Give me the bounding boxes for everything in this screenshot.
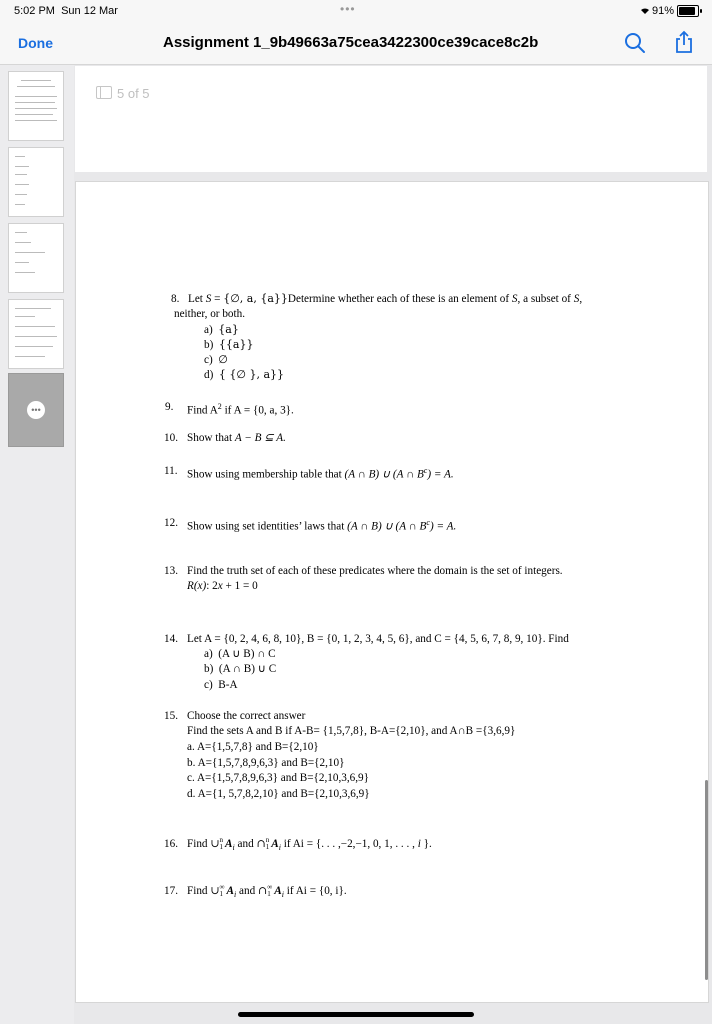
question-15-number: 15. <box>164 710 178 722</box>
status-time: 5:02 PM Sun 12 Mar <box>14 5 118 17</box>
question-14-option-a: a) (A ∪ B) ∩ C <box>204 648 276 660</box>
page-indicator: 5 of 5 <box>96 86 150 101</box>
question-9-text: Find $A^2$ if A = {0, a, 3}. <box>187 402 294 417</box>
home-indicator[interactable] <box>238 1012 474 1017</box>
question-13-text: Find the truth set of each of these predicates where the domain is the set of integers. <box>187 565 563 577</box>
page-icon <box>96 86 112 99</box>
search-icon[interactable] <box>624 32 646 54</box>
question-12-number: 12. <box>164 517 178 529</box>
wifi-icon <box>639 5 651 18</box>
question-14-option-b: b) (A ∩ B) ∪ C <box>204 663 277 675</box>
question-16-number: 16. <box>164 838 178 850</box>
question-10-text: Show that A − B ⊆ A. <box>187 432 286 444</box>
question-14-text: Let A = {0, 2, 4, 6, 8, 10}, B = {0, 1, 2, 3, 4, 5, 6}, and C = {4, 5, 6, 7, 8, 9, 10}. Find <box>187 633 569 645</box>
share-icon[interactable] <box>674 30 694 54</box>
question-9-number: 9. <box>165 401 174 413</box>
question-15-option-b: b. A={1,5,7,8,9,6,3} and B={2,10} <box>187 757 345 769</box>
question-15-option-c: c. A={1,5,7,8,9,6,3} and B={2,10,3,6,9} <box>187 772 370 784</box>
battery-icon <box>677 5 699 17</box>
done-button[interactable]: Done <box>18 35 53 51</box>
question-11-number: 11. <box>164 465 178 477</box>
navigation-bar <box>0 22 712 65</box>
question-15-option-d: d. A={1, 5,7,8,2,10} and B={2,10,3,6,9} <box>187 788 370 800</box>
question-15-prompt: Find the sets A and B if A-B= {1,5,7,8}, B-A={2,10}, and A∩B ={3,6,9} <box>187 725 516 737</box>
question-15-text: Choose the correct answer <box>187 710 306 722</box>
multitasking-dots[interactable]: ••• <box>340 2 356 16</box>
question-8-option-c: c) ∅ <box>204 353 228 366</box>
question-13-number: 13. <box>164 565 178 577</box>
status-bar <box>0 0 712 22</box>
battery-percent: 91% <box>652 5 675 17</box>
question-11-text: Show using membership table that (A ∩ B) ∪ (A ∩ $B^c) = A$. <box>187 466 454 481</box>
page-thumbnail-5-selected[interactable] <box>8 373 64 447</box>
question-8-option-b: b) {{a}} <box>204 338 254 351</box>
question-17-number: 17. <box>164 885 178 897</box>
question-15-option-a: a. A={1,5,7,8} and B={2,10} <box>187 741 319 753</box>
page-thumbnail-2[interactable] <box>8 147 64 217</box>
thumbnail-more-button[interactable]: ••• <box>27 401 45 419</box>
question-16-text: Find ∪ n 1 $A_i$ and ∩ n 1 $A_i$ if Ai = {. . . ,−2,−1, 0, 1, . . . , i }. <box>187 836 432 853</box>
page-thumbnail-4[interactable] <box>8 299 64 369</box>
battery-level <box>679 7 695 15</box>
question-14-number: 14. <box>164 633 178 645</box>
question-8-number: 8. <box>171 293 180 305</box>
scroll-indicator[interactable] <box>705 780 708 980</box>
document-title: Assignment 1_9b49663a75cea3422300ce39cace8c2b <box>163 34 539 51</box>
question-8-text: Let S = {∅, a, {a}}Determine whether each of these is an element of S, a subset of S, <box>188 292 583 305</box>
question-12-text: Show using set identities’ laws that (A ∩ B) ∪ (A ∩ $B^c) = A$. <box>187 518 457 533</box>
question-8-text-line2: neither, or both. <box>174 308 246 320</box>
question-10-number: 10. <box>164 432 178 444</box>
page-thumbnail-3[interactable] <box>8 223 64 293</box>
question-14-option-c: c) B-A <box>204 679 238 691</box>
page-thumbnail-1[interactable] <box>8 71 64 141</box>
question-8-option-a: a) {a} <box>204 323 239 336</box>
question-13-predicate: R(x): 2x + 1 = 0 <box>187 580 258 592</box>
document-page <box>75 181 709 1003</box>
question-8-option-d: d) { {∅ }, a}} <box>204 368 285 381</box>
page-thumbnail-sidebar <box>0 65 74 1024</box>
previous-page <box>75 66 707 172</box>
question-17-text: Find ∪ ∞ 1 $A_i$ and ∩ ∞ 1 $A_i$ if Ai = {0, i}. <box>187 883 347 900</box>
